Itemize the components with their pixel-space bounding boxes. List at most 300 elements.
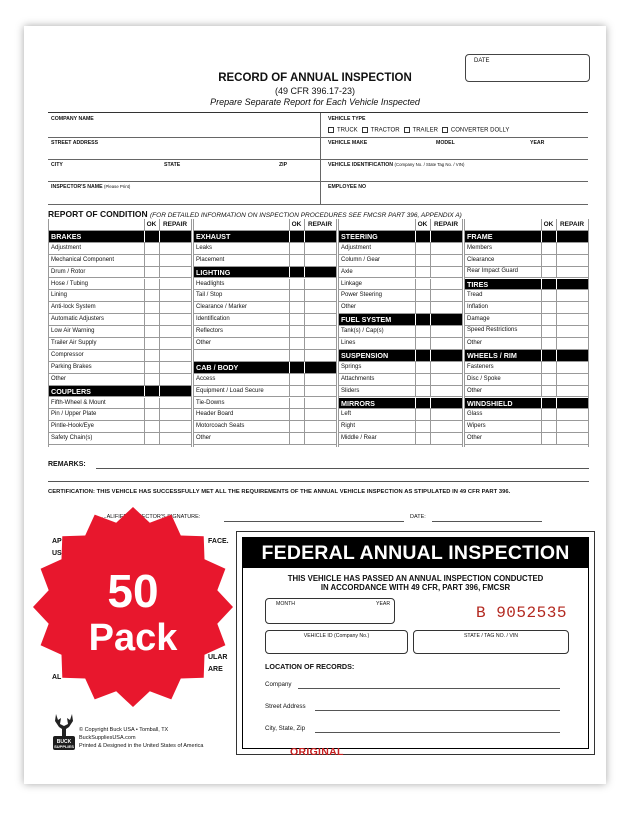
cell-divider — [556, 231, 557, 242]
state-tag-label: STATE / TAG NO. / VIN — [463, 633, 519, 639]
ok-checkbox[interactable] — [289, 409, 304, 420]
ok-checkbox[interactable] — [415, 267, 430, 278]
item-label: Tie-Downs — [196, 399, 225, 406]
partial-text: ARE — [208, 666, 223, 673]
repair-checkbox[interactable] — [430, 433, 462, 444]
ok-checkbox[interactable] — [541, 338, 556, 349]
signature-date-line[interactable] — [432, 521, 542, 522]
cell-divider — [289, 243, 290, 254]
item-label: Disc / Spoke — [467, 375, 501, 382]
ok-checkbox[interactable] — [415, 386, 430, 397]
cell-divider — [430, 433, 431, 444]
cell-divider — [430, 255, 431, 266]
ok-checkbox[interactable] — [144, 314, 159, 325]
ok-checkbox[interactable] — [144, 243, 159, 254]
ok-checkbox[interactable] — [289, 243, 304, 254]
ok-checkbox[interactable] — [144, 374, 159, 385]
ok-checkbox[interactable] — [289, 326, 304, 337]
state-tag-box[interactable] — [413, 630, 569, 654]
item-label: Clearance — [467, 256, 495, 263]
inspection-item-row — [193, 338, 336, 350]
repair-checkbox[interactable] — [159, 409, 191, 420]
cell-divider — [304, 279, 305, 290]
city-line[interactable] — [315, 732, 560, 733]
repair-checkbox[interactable] — [159, 326, 191, 337]
repair-checkbox[interactable] — [304, 290, 336, 301]
repair-checkbox[interactable] — [304, 255, 336, 266]
cell-divider — [415, 302, 416, 313]
cell-divider — [430, 243, 431, 254]
ok-checkbox[interactable] — [144, 326, 159, 337]
repair-checkbox[interactable] — [159, 279, 191, 290]
remarks-line[interactable] — [48, 481, 589, 482]
signature-line[interactable] — [224, 521, 404, 522]
inspection-item-row — [464, 314, 588, 326]
inspection-item-row — [193, 255, 336, 267]
cell-divider — [159, 338, 160, 349]
checkbox-converter-dolly[interactable]: CONVERTER DOLLY — [442, 127, 509, 134]
inspection-item-row — [338, 243, 462, 255]
inspection-item-row — [464, 338, 588, 350]
cell-divider — [304, 350, 305, 361]
inspection-item-row — [464, 302, 588, 314]
cell-divider — [430, 421, 431, 432]
cell-divider — [159, 326, 160, 337]
cell-divider — [144, 267, 145, 278]
inspection-item-row — [48, 326, 191, 338]
cell-divider — [415, 433, 416, 444]
svg-text:BUCK: BUCK — [56, 739, 72, 745]
cell-divider — [415, 255, 416, 266]
cell-divider — [556, 374, 557, 385]
ok-checkbox[interactable] — [415, 362, 430, 373]
street-address-field[interactable]: STREET ADDRESS — [51, 140, 99, 146]
inspection-item-row — [464, 362, 588, 374]
repair-checkbox[interactable] — [430, 338, 462, 349]
cell-divider — [144, 350, 145, 361]
inspection-item-row — [193, 290, 336, 302]
cell-divider — [159, 290, 160, 301]
inspection-item-row — [48, 433, 191, 445]
ok-checkbox[interactable] — [541, 302, 556, 313]
ok-checkbox[interactable] — [289, 314, 304, 325]
ok-checkbox[interactable] — [144, 350, 159, 361]
inspector-name-field[interactable]: INSPECTOR'S NAME (Please Print) — [51, 184, 131, 190]
repair-checkbox[interactable] — [304, 314, 336, 325]
ok-checkbox[interactable] — [415, 338, 430, 349]
repair-checkbox[interactable] — [304, 409, 336, 420]
cell-divider — [159, 302, 160, 313]
ok-checkbox[interactable] — [144, 362, 159, 373]
column-border — [336, 219, 337, 447]
repair-checkbox[interactable] — [304, 386, 336, 397]
vehicle-type-options — [328, 127, 509, 134]
section-label: CAB / BODY — [196, 362, 239, 372]
cell-divider — [159, 433, 160, 444]
inspection-item-row — [464, 290, 588, 302]
item-label: Tank(s) / Cap(s) — [341, 328, 384, 335]
inspection-item-row — [48, 398, 191, 410]
column-header-row — [464, 219, 588, 231]
ok-checkbox[interactable] — [144, 433, 159, 444]
condition-column — [464, 219, 588, 447]
repair-checkbox[interactable] — [556, 255, 588, 266]
repair-checkbox[interactable] — [556, 267, 588, 278]
cell-divider — [144, 338, 145, 349]
ok-checkbox[interactable] — [541, 386, 556, 397]
repair-checkbox[interactable] — [304, 350, 336, 361]
ok-checkbox[interactable] — [541, 374, 556, 385]
ok-checkbox[interactable] — [541, 314, 556, 325]
repair-checkbox[interactable] — [304, 421, 336, 432]
repair-checkbox[interactable] — [556, 386, 588, 397]
item-label: Tread — [467, 292, 483, 299]
ok-checkbox[interactable] — [415, 243, 430, 254]
inspection-item-row — [48, 350, 191, 362]
remarks-line[interactable] — [96, 468, 589, 469]
cell-divider — [159, 255, 160, 266]
repair-checkbox[interactable] — [556, 314, 588, 325]
ok-checkbox[interactable] — [144, 409, 159, 420]
ok-checkbox[interactable] — [144, 279, 159, 290]
ok-checkbox[interactable] — [541, 326, 556, 337]
repair-checkbox[interactable] — [159, 362, 191, 373]
section-label: EXHAUST — [196, 231, 231, 241]
company-name-field[interactable]: COMPANY NAME — [51, 116, 94, 122]
vehicle-id-label: VEHICLE ID (Company No.) — [303, 633, 370, 639]
info-row — [48, 137, 588, 160]
ok-checkbox[interactable] — [144, 398, 159, 409]
section-label: WHEELS / RIM — [467, 350, 517, 360]
federal-inspection-sticker — [236, 531, 595, 755]
repair-checkbox[interactable] — [430, 421, 462, 432]
year-label: YEAR — [376, 601, 391, 607]
ok-checkbox[interactable] — [415, 279, 430, 290]
month-label: MONTH — [276, 601, 296, 607]
repair-checkbox[interactable] — [159, 255, 191, 266]
item-label: Other — [467, 435, 483, 442]
ok-checkbox[interactable] — [144, 255, 159, 266]
cell-divider — [144, 255, 145, 266]
cell-divider — [159, 314, 160, 325]
cell-divider — [289, 326, 290, 337]
ok-checkbox[interactable] — [289, 421, 304, 432]
cell-divider — [556, 398, 557, 409]
item-label: Low Air Warning — [51, 328, 95, 335]
repair-checkbox[interactable] — [159, 433, 191, 444]
section-header — [48, 386, 191, 398]
cell-divider — [144, 374, 145, 385]
ok-checkbox[interactable] — [541, 362, 556, 373]
item-label: Middle / Rear — [341, 435, 377, 442]
repair-checkbox[interactable] — [430, 409, 462, 420]
date-label: DATE — [474, 58, 490, 64]
repair-checkbox[interactable] — [304, 398, 336, 409]
repair-checkbox[interactable] — [430, 326, 462, 337]
cell-divider — [415, 290, 416, 301]
cell-divider — [304, 255, 305, 266]
partial-text: ULAR — [208, 654, 228, 661]
item-label: Attachments — [341, 375, 375, 382]
certification-text: CERTIFICATION: THIS VEHICLE HAS SUCCESSFULLY MET ALL THE REQUIREMENTS OF THE ANNUAL VEHICLE INSPECTION AS STIPULATED IN 49 CFR PART 396. — [48, 489, 511, 495]
cell-divider — [144, 290, 145, 301]
vehicle-id-box[interactable] — [265, 630, 408, 654]
ok-checkbox[interactable] — [415, 255, 430, 266]
vehicle-id-field[interactable]: VEHICLE IDENTIFICATION (Company No. / State Tag No. / VIN) — [328, 162, 465, 168]
ok-checkbox[interactable] — [144, 302, 159, 313]
cell-divider — [415, 374, 416, 385]
inspection-item-row — [338, 421, 462, 433]
repair-checkbox[interactable] — [304, 374, 336, 385]
repair-checkbox[interactable] — [159, 243, 191, 254]
ok-header: OK — [543, 221, 554, 228]
inspection-item-row — [48, 421, 191, 433]
repair-checkbox[interactable] — [556, 409, 588, 420]
pack-badge — [33, 505, 233, 710]
cell-divider — [289, 290, 290, 301]
cell-divider — [159, 267, 160, 278]
ok-checkbox[interactable] — [289, 255, 304, 266]
ok-checkbox[interactable] — [289, 290, 304, 301]
cell-divider — [289, 338, 290, 349]
item-label: Adjustment — [51, 244, 82, 251]
section-label: FUEL SYSTEM — [341, 315, 392, 325]
inspection-item-row — [48, 409, 191, 421]
inspection-item-row — [464, 409, 588, 421]
ok-checkbox[interactable] — [541, 243, 556, 254]
checkbox-tractor[interactable]: TRACTOR — [362, 127, 400, 134]
cell-divider — [304, 231, 305, 242]
inspection-item-row — [338, 326, 462, 338]
ok-checkbox[interactable] — [541, 255, 556, 266]
partial-text: US — [52, 550, 62, 557]
repair-checkbox[interactable] — [159, 374, 191, 385]
cell-divider — [159, 219, 160, 230]
repair-checkbox[interactable] — [556, 374, 588, 385]
vehicle-make-field[interactable]: VEHICLE MAKE — [328, 140, 368, 146]
ok-checkbox[interactable] — [541, 433, 556, 444]
repair-checkbox[interactable] — [159, 350, 191, 361]
ok-checkbox[interactable] — [541, 409, 556, 420]
ok-checkbox[interactable] — [415, 433, 430, 444]
cell-divider — [556, 326, 557, 337]
inspection-item-row — [48, 290, 191, 302]
inspection-item-row — [193, 409, 336, 421]
ok-checkbox[interactable] — [415, 421, 430, 432]
item-label: Other — [51, 375, 67, 382]
repair-checkbox[interactable] — [304, 243, 336, 254]
inspection-item-row — [464, 421, 588, 433]
cell-divider — [289, 409, 290, 420]
cell-divider — [541, 433, 542, 444]
repair-checkbox[interactable] — [430, 290, 462, 301]
repair-checkbox[interactable] — [159, 421, 191, 432]
repair-header: REPAIR — [559, 221, 585, 228]
ok-checkbox[interactable] — [289, 338, 304, 349]
cell-divider — [144, 433, 145, 444]
repair-checkbox[interactable] — [304, 326, 336, 337]
item-label: Other — [196, 340, 212, 346]
cell-divider — [144, 398, 145, 409]
repair-checkbox[interactable] — [430, 386, 462, 397]
cell-divider — [144, 243, 145, 254]
ok-checkbox[interactable] — [289, 350, 304, 361]
repair-checkbox[interactable] — [430, 279, 462, 290]
cell-divider — [304, 421, 305, 432]
cell-divider — [541, 398, 542, 409]
repair-checkbox[interactable] — [304, 433, 336, 444]
cell-divider — [556, 290, 557, 301]
repair-checkbox[interactable] — [159, 338, 191, 349]
cell-divider — [415, 350, 416, 361]
cell-divider — [556, 314, 557, 325]
column-header-row — [193, 219, 336, 231]
ok-checkbox[interactable] — [289, 302, 304, 313]
cell-divider — [289, 374, 290, 385]
ok-checkbox[interactable] — [144, 267, 159, 278]
ok-checkbox[interactable] — [541, 421, 556, 432]
cell-divider — [541, 231, 542, 242]
inspection-item-row — [338, 386, 462, 398]
repair-checkbox[interactable] — [430, 255, 462, 266]
repair-checkbox[interactable] — [159, 290, 191, 301]
state-field[interactable]: STATE — [164, 162, 181, 168]
item-label: Identification — [196, 316, 230, 323]
repair-checkbox[interactable] — [430, 243, 462, 254]
year-field[interactable]: YEAR — [530, 140, 545, 146]
vehicle-info-grid — [48, 112, 588, 205]
checkbox-truck[interactable]: TRUCK — [328, 127, 358, 134]
item-label: Access — [196, 375, 216, 382]
repair-checkbox[interactable] — [304, 279, 336, 290]
employee-no-field[interactable]: EMPLOYEE NO — [328, 184, 367, 190]
repair-checkbox[interactable] — [159, 398, 191, 409]
cell-divider — [556, 279, 557, 290]
printed-text: Printed & Designed in the United States of America — [79, 743, 204, 749]
item-label: Linkage — [341, 280, 363, 287]
company-line[interactable] — [298, 688, 560, 689]
website-link[interactable]: BuckSuppliesUSA.com — [79, 735, 136, 741]
zip-field[interactable]: ZIP — [279, 162, 288, 168]
cell-divider — [159, 279, 160, 290]
cell-divider — [289, 267, 290, 278]
ok-checkbox[interactable] — [144, 338, 159, 349]
repair-checkbox[interactable] — [159, 314, 191, 325]
inspection-item-row — [464, 433, 588, 445]
badge-word: Pack — [88, 617, 178, 659]
ok-checkbox[interactable] — [415, 374, 430, 385]
buck-supplies-logo — [50, 712, 78, 757]
ok-checkbox[interactable] — [144, 421, 159, 432]
item-label: Parking Brakes — [51, 363, 92, 370]
cell-divider — [415, 338, 416, 349]
street-line[interactable] — [315, 710, 560, 711]
repair-checkbox[interactable] — [159, 302, 191, 313]
cell-divider — [541, 326, 542, 337]
cell-divider — [415, 409, 416, 420]
ok-checkbox[interactable] — [289, 374, 304, 385]
ok-checkbox[interactable] — [415, 326, 430, 337]
item-label: Motorcoach Seats — [196, 423, 245, 430]
cell-divider — [289, 279, 290, 290]
cell-divider — [556, 255, 557, 266]
repair-checkbox[interactable] — [430, 302, 462, 313]
inspection-item-row — [48, 362, 191, 374]
cell-divider — [144, 326, 145, 337]
item-label: Rear Impact Guard — [467, 267, 519, 274]
ok-checkbox[interactable] — [541, 290, 556, 301]
badge-number: 50 — [107, 565, 159, 617]
ok-checkbox[interactable] — [289, 279, 304, 290]
ok-checkbox[interactable] — [415, 302, 430, 313]
ok-checkbox[interactable] — [289, 398, 304, 409]
repair-checkbox[interactable] — [304, 302, 336, 313]
repair-checkbox[interactable] — [556, 362, 588, 373]
inspection-item-row — [338, 279, 462, 291]
repair-checkbox[interactable] — [430, 267, 462, 278]
ok-checkbox[interactable] — [541, 267, 556, 278]
signature-label: ...ALIFIED INSPECTOR'S SIGNATURE: — [102, 514, 201, 520]
item-label: Power Steering — [341, 292, 383, 299]
ok-checkbox[interactable] — [415, 290, 430, 301]
sticker-passed-text: THIS VEHICLE HAS PASSED AN ANNUAL INSPECTION CONDUCTED IN ACCORDANCE WITH 49 CFR, PART 396, FMCSR — [287, 574, 544, 592]
cell-divider — [541, 279, 542, 290]
cell-divider — [144, 409, 145, 420]
ok-checkbox[interactable] — [289, 386, 304, 397]
inspection-item-row — [338, 255, 462, 267]
item-label: Speed Restrictions — [467, 327, 518, 334]
item-label: Headlights — [196, 280, 225, 287]
ok-checkbox[interactable] — [289, 433, 304, 444]
city-label: City, State, Zip — [265, 725, 306, 732]
month-year-box[interactable] — [265, 598, 395, 624]
item-label: Safety Chain(s) — [51, 435, 93, 442]
model-field[interactable]: MODEL — [436, 140, 455, 146]
checkbox-trailer[interactable]: TRAILER — [404, 127, 438, 134]
repair-checkbox[interactable] — [430, 374, 462, 385]
ok-checkbox[interactable] — [415, 409, 430, 420]
repair-checkbox[interactable] — [556, 302, 588, 313]
repair-checkbox[interactable] — [556, 243, 588, 254]
repair-checkbox[interactable] — [556, 433, 588, 444]
inspection-item-row — [464, 326, 588, 338]
cell-divider — [289, 386, 290, 397]
ok-checkbox[interactable] — [144, 290, 159, 301]
inspection-item-row — [193, 302, 336, 314]
repair-checkbox[interactable] — [556, 326, 588, 337]
repair-checkbox[interactable] — [430, 362, 462, 373]
city-field[interactable]: CITY — [51, 162, 63, 168]
cell-divider — [304, 409, 305, 420]
cell-divider — [415, 267, 416, 278]
company-label: Company — [265, 681, 292, 688]
cell-divider — [415, 386, 416, 397]
inspection-item-row — [338, 338, 462, 350]
cell-divider — [415, 231, 416, 242]
ok-header: OK — [417, 221, 428, 228]
repair-checkbox[interactable] — [556, 421, 588, 432]
cell-divider — [556, 338, 557, 349]
inspection-item-row — [464, 374, 588, 386]
cell-divider — [430, 386, 431, 397]
repair-checkbox[interactable] — [159, 267, 191, 278]
repair-checkbox[interactable] — [556, 338, 588, 349]
item-label: Leaks — [196, 244, 213, 251]
report-of-condition-title: REPORT OF CONDITION (FOR DETAILED INFORMATION ON INSPECTION PROCEDURES SEE FMCSR PART 396, APPENDIX A) — [48, 209, 462, 219]
repair-checkbox[interactable] — [304, 338, 336, 349]
item-label: Adjustment — [341, 244, 372, 251]
repair-checkbox[interactable] — [556, 290, 588, 301]
